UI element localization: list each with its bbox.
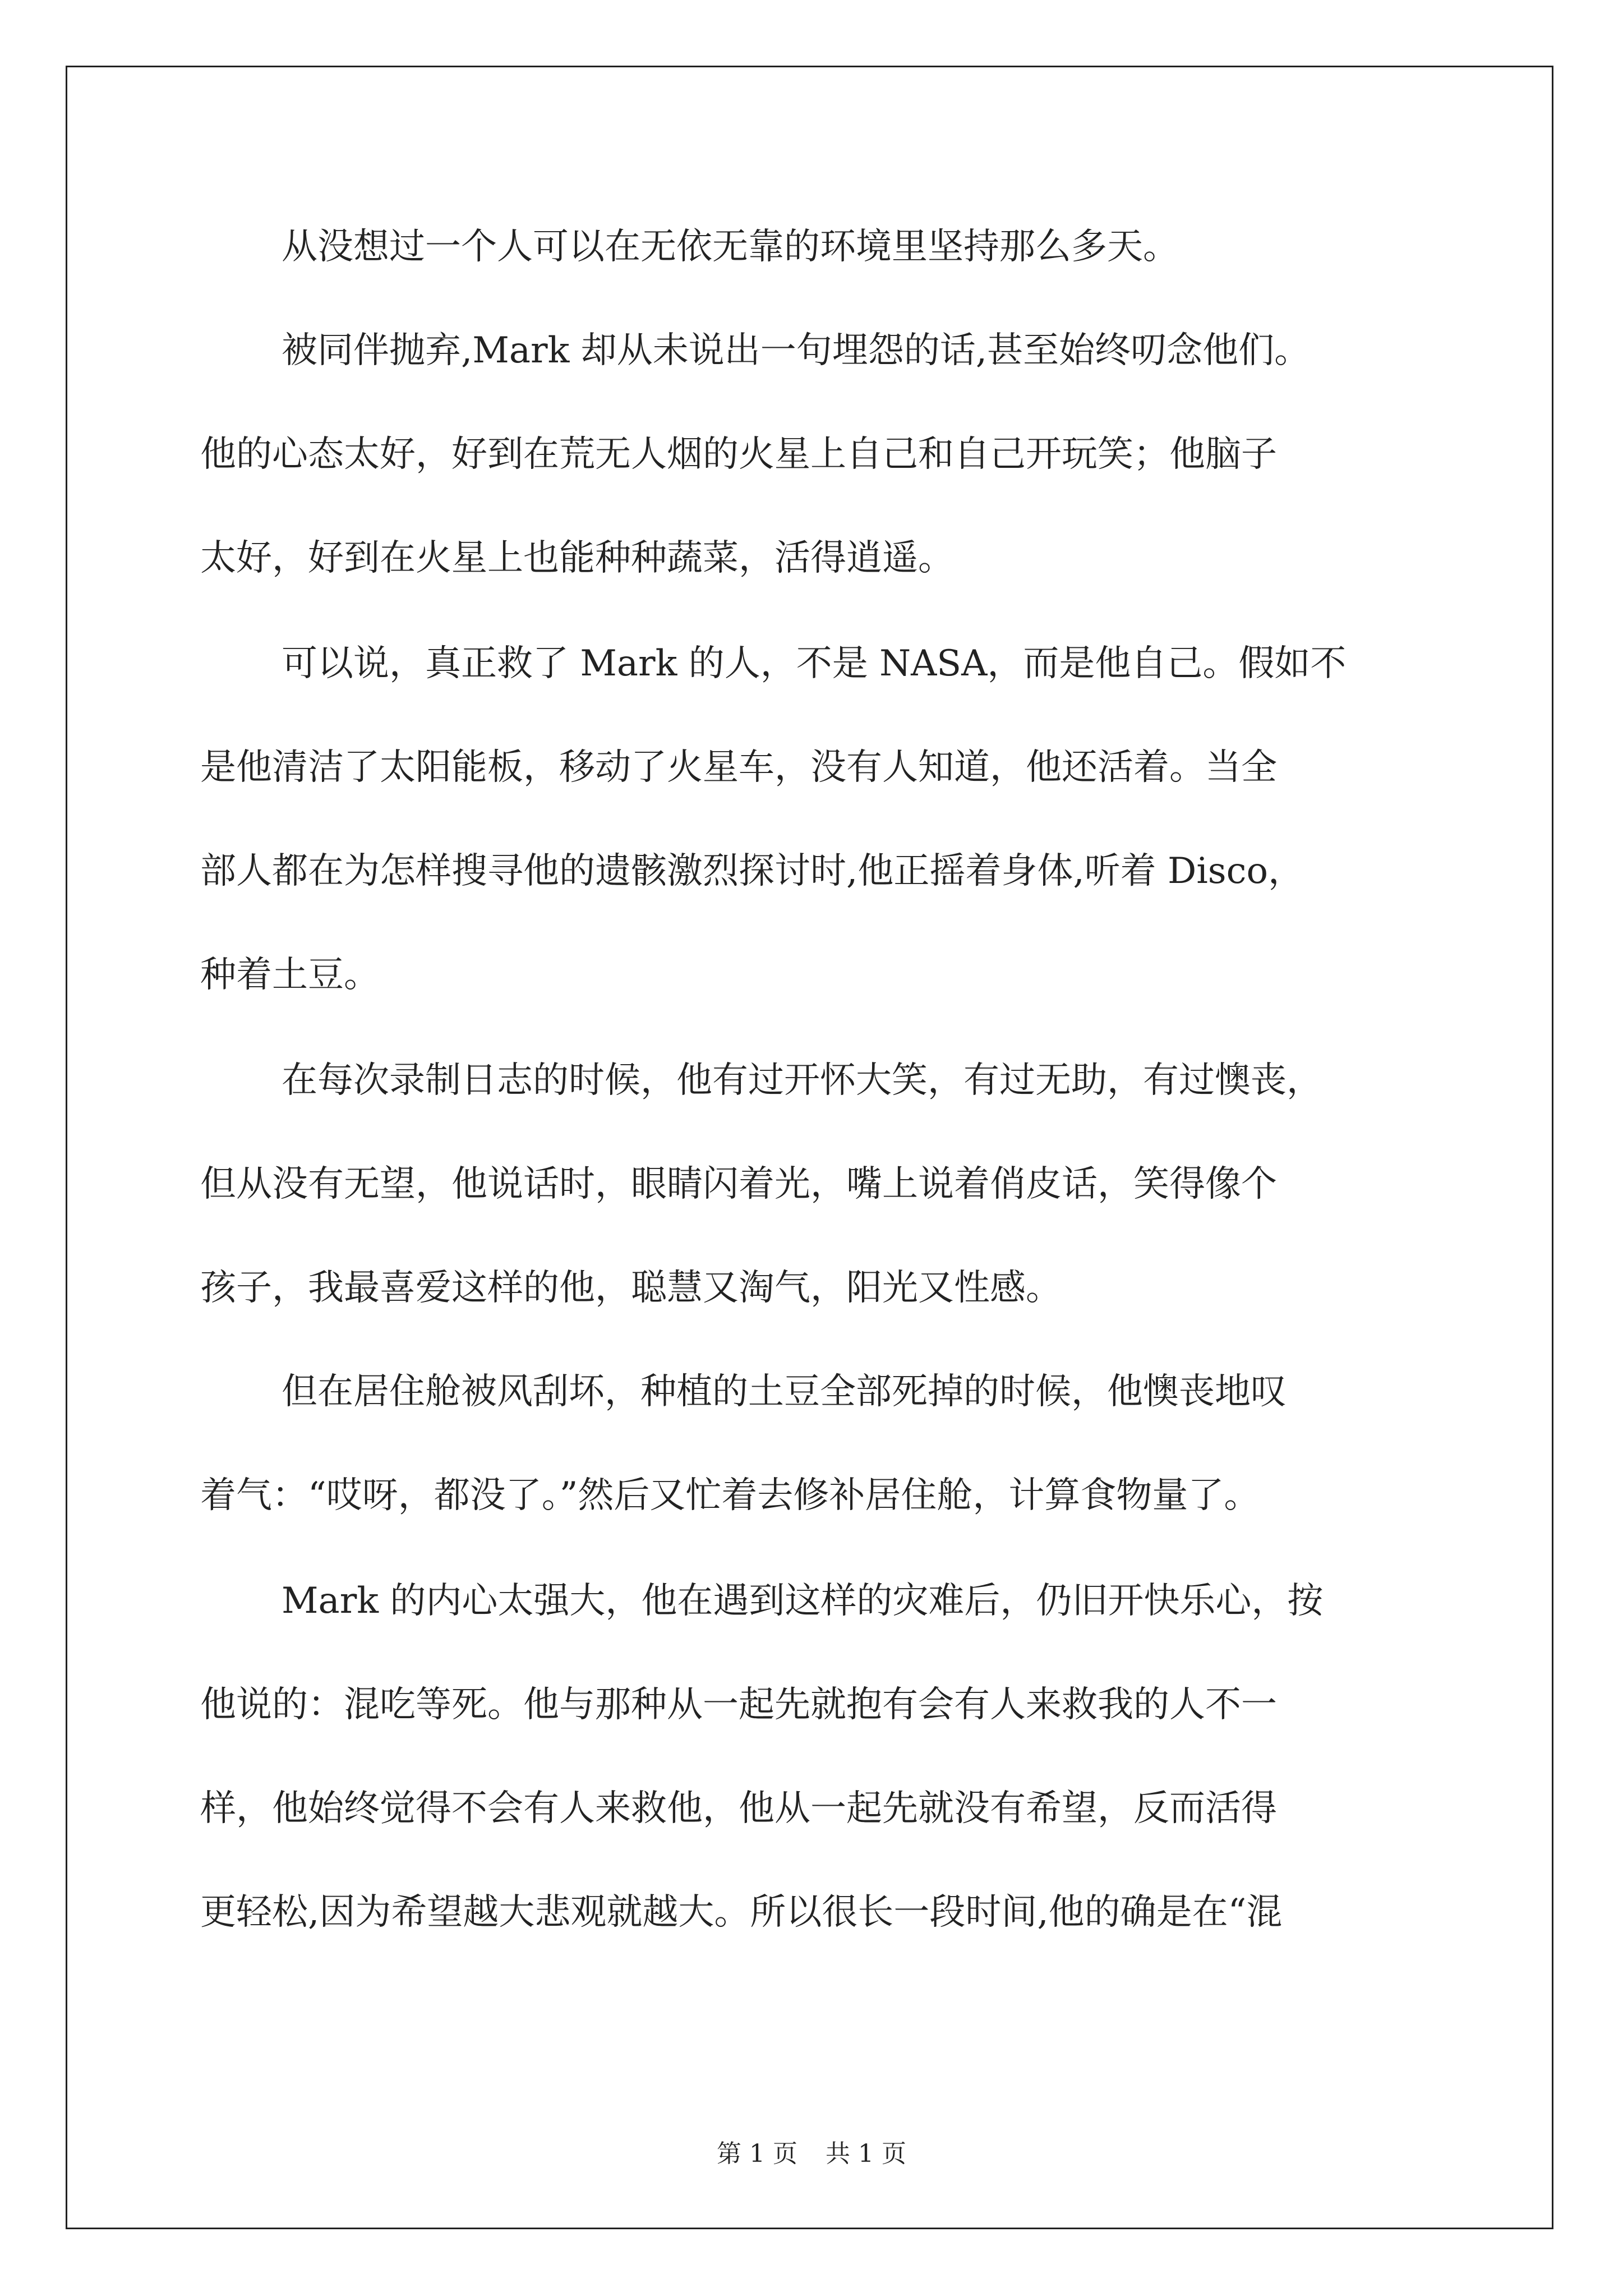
paragraph-line: 孩子，我最喜爱这样的他，聪慧又淘气，阳光又性感。 <box>200 1267 1062 1309</box>
paragraph-line: 着气：“哎呀，都没了。”然后又忙着去修补居住舱，计算食物量了。 <box>200 1475 1260 1516</box>
paragraph-line: 他的心态太好，好到在荒无人烟的火星上自己和自己开玩笑；他脑子 <box>200 434 1277 475</box>
paragraph-line: 更轻松,因为希望越大悲观就越大。所以很长一段时间,他的确是在“混 <box>200 1892 1283 1933</box>
paragraph-line: 可以说，真正救了 Mark 的人，不是 NASA，而是他自己。假如不 <box>282 643 1347 684</box>
paragraph-line: 样，他始终觉得不会有人来救他，他从一起先就没有希望，反而活得 <box>200 1788 1277 1829</box>
paragraph-line: 他说的：混吃等死。他与那种从一起先就抱有会有人来救我的人不一 <box>200 1684 1277 1726</box>
paragraph-line: 太好，好到在火星上也能种种蔬菜，活得逍遥。 <box>200 537 954 579</box>
paragraph-line: 种着土豆。 <box>200 954 380 996</box>
paragraph-line: 但从没有无望，他说话时，眼睛闪着光，嘴上说着俏皮话，笑得像个 <box>200 1163 1277 1205</box>
paragraph-line: Mark 的内心太强大，他在遇到这样的灾难后，仍旧开快乐心，按 <box>282 1580 1324 1622</box>
page-total: 共 1 页 <box>826 2139 906 2168</box>
paragraph-line: 但在居住舱被风刮坏，种植的土豆全部死掉的时候，他懊丧地叹 <box>282 1371 1287 1412</box>
paragraph-line: 是他清洁了太阳能板，移动了火星车，没有人知道，他还活着。当全 <box>200 747 1277 788</box>
page-number: 第 1 页 <box>717 2139 797 2168</box>
paragraph-line: 部人都在为怎样搜寻他的遗骸激烈探讨时,他正摇着身体,听着 Disco， <box>200 850 1304 892</box>
page-footer <box>0 2137 1623 2171</box>
paragraph-line: 被同伴抛弃,Mark 却从未说出一句埋怨的话,甚至始终叨念他们。 <box>282 330 1311 371</box>
paragraph-line: 从没想过一个人可以在无依无靠的环境里坚持那么多天。 <box>282 226 1179 268</box>
paragraph-line: 在每次录制日志的时候，他有过开怀大笑，有过无助，有过懊丧， <box>282 1060 1322 1101</box>
